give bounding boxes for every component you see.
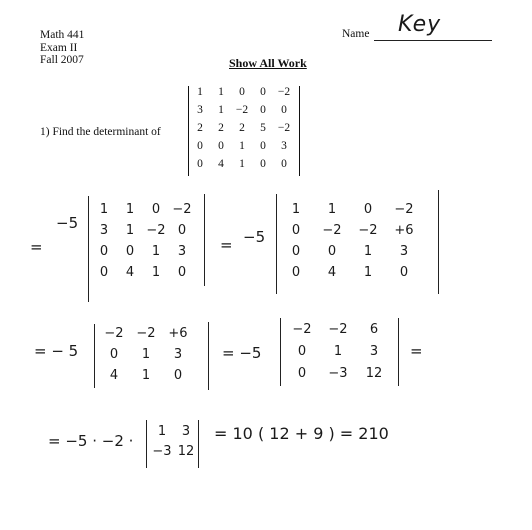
det-bar-left	[276, 194, 277, 294]
matrix-cell: 0	[177, 223, 187, 238]
matrix-cell: 1	[125, 202, 135, 217]
matrix-cell: 1	[363, 265, 373, 280]
matrix-cell: 0	[197, 140, 203, 152]
equals-sign: =	[220, 236, 233, 254]
course-title: Math 441	[40, 29, 85, 41]
coefficient: −5	[243, 228, 266, 246]
matrix-cell: 0	[260, 140, 266, 152]
name-handwritten: Key	[398, 12, 442, 37]
matrix-cell: 0	[327, 244, 337, 259]
matrix-cell: 4	[125, 265, 135, 280]
matrix-cell: 3	[181, 424, 191, 439]
prefix-coefficient: = −5 · −2 ·	[48, 432, 134, 450]
matrix-cell: 0	[173, 368, 183, 383]
matrix-cell: 0	[281, 158, 287, 170]
matrix-cell: 12	[365, 366, 383, 381]
matrix-cell: 0	[297, 344, 307, 359]
matrix-cell: −2	[358, 223, 378, 238]
matrix-cell: −2	[292, 322, 312, 337]
matrix-cell: −2	[104, 326, 124, 341]
exam-title: Exam II	[40, 41, 78, 54]
matrix-cell: 0	[291, 244, 301, 259]
matrix-cell: 5	[260, 122, 266, 134]
matrix-cell: 0	[99, 244, 109, 259]
matrix-cell: 1	[291, 202, 301, 217]
matrix-cell: 3	[281, 140, 287, 152]
matrix-cell: 0	[125, 244, 135, 259]
det-bar-left	[280, 318, 281, 386]
matrix-cell: −3	[328, 366, 348, 381]
matrix-cell: 12	[177, 444, 195, 459]
matrix-cell: −2	[394, 202, 414, 217]
matrix-cell: 2	[218, 122, 224, 134]
matrix-cell: 1	[141, 368, 151, 383]
matrix-cell: 0	[177, 265, 187, 280]
name-underline	[374, 39, 492, 41]
matrix-cell: −2	[277, 86, 291, 98]
matrix-cell: 3	[399, 244, 409, 259]
matrix-cell: 2	[239, 122, 245, 134]
matrix-cell: 0	[281, 104, 287, 116]
prefix-coefficient: = − 5	[34, 342, 79, 360]
matrix-cell: −2	[277, 122, 291, 134]
det-bar-right	[198, 420, 199, 468]
matrix-cell: 1	[125, 223, 135, 238]
matrix-cell: 0	[99, 265, 109, 280]
det-bar-right	[398, 318, 399, 386]
det-bar-right	[208, 322, 209, 390]
matrix-cell: 0	[239, 86, 245, 98]
matrix-cell: −2	[136, 326, 156, 341]
matrix-cell: −2	[146, 223, 166, 238]
matrix-cell: 6	[369, 322, 379, 337]
matrix-cell: 1	[218, 104, 224, 116]
page-heading: Show All Work	[229, 56, 307, 70]
matrix-cell: 4	[327, 265, 337, 280]
matrix-cell: 1	[151, 244, 161, 259]
matrix-cell: 0	[218, 140, 224, 152]
matrix-cell: +6	[168, 326, 188, 341]
equals-sign: =	[30, 238, 43, 256]
matrix-cell: 1	[197, 86, 203, 98]
matrix-cell: −2	[235, 104, 249, 116]
matrix-cell: 1	[141, 347, 151, 362]
matrix-cell: 0	[260, 86, 266, 98]
name-label: Name	[342, 28, 370, 40]
matrix-cell: 4	[218, 158, 224, 170]
final-result: = 10 ( 12 + 9 ) = 210	[214, 424, 389, 443]
matrix-cell: +6	[394, 223, 414, 238]
matrix-cell: 1	[239, 140, 245, 152]
matrix-cell: 0	[260, 158, 266, 170]
matrix-cell: 3	[173, 347, 183, 362]
matrix-cell: 1	[99, 202, 109, 217]
matrix-cell: 1	[157, 424, 167, 439]
matrix-cell: −2	[322, 223, 342, 238]
matrix-cell: −2	[328, 322, 348, 337]
matrix-cell: 3	[177, 244, 187, 259]
det-bar-right	[204, 194, 205, 286]
matrix-cell: 1	[218, 86, 224, 98]
matrix-cell: 4	[109, 368, 119, 383]
matrix-cell: 1	[327, 202, 337, 217]
matrix-cell: 0	[109, 347, 119, 362]
det-bar-right	[438, 190, 439, 294]
matrix-cell: 1	[151, 265, 161, 280]
matrix-cell: 1	[333, 344, 343, 359]
matrix-cell: 1	[239, 158, 245, 170]
matrix-cell: −3	[152, 444, 172, 459]
coefficient: −5	[56, 214, 79, 232]
matrix-cell: 0	[399, 265, 409, 280]
matrix-cell: 3	[369, 344, 379, 359]
course-info	[40, 29, 84, 67]
matrix-cell: 1	[363, 244, 373, 259]
matrix-cell: 0	[291, 223, 301, 238]
matrix-cell: 0	[363, 202, 373, 217]
det-bar-left	[94, 324, 95, 388]
matrix-cell: 0	[297, 366, 307, 381]
matrix-cell: 0	[197, 158, 203, 170]
matrix-cell: 0	[260, 104, 266, 116]
coefficient: = −5	[222, 344, 262, 362]
matrix-cell: 2	[197, 122, 203, 134]
matrix-cell: 3	[197, 104, 203, 116]
matrix-cell: 3	[99, 223, 109, 238]
matrix-cell: 0	[291, 265, 301, 280]
equals-sign: =	[410, 342, 423, 360]
det-bar-left	[88, 196, 89, 302]
term: Fall 2007	[40, 54, 84, 66]
matrix-cell: 0	[151, 202, 161, 217]
problem-statement: 1) Find the determinant of	[40, 126, 161, 138]
matrix-cell: −2	[172, 202, 192, 217]
det-bar-left	[146, 420, 147, 468]
problem-matrix	[188, 86, 300, 176]
